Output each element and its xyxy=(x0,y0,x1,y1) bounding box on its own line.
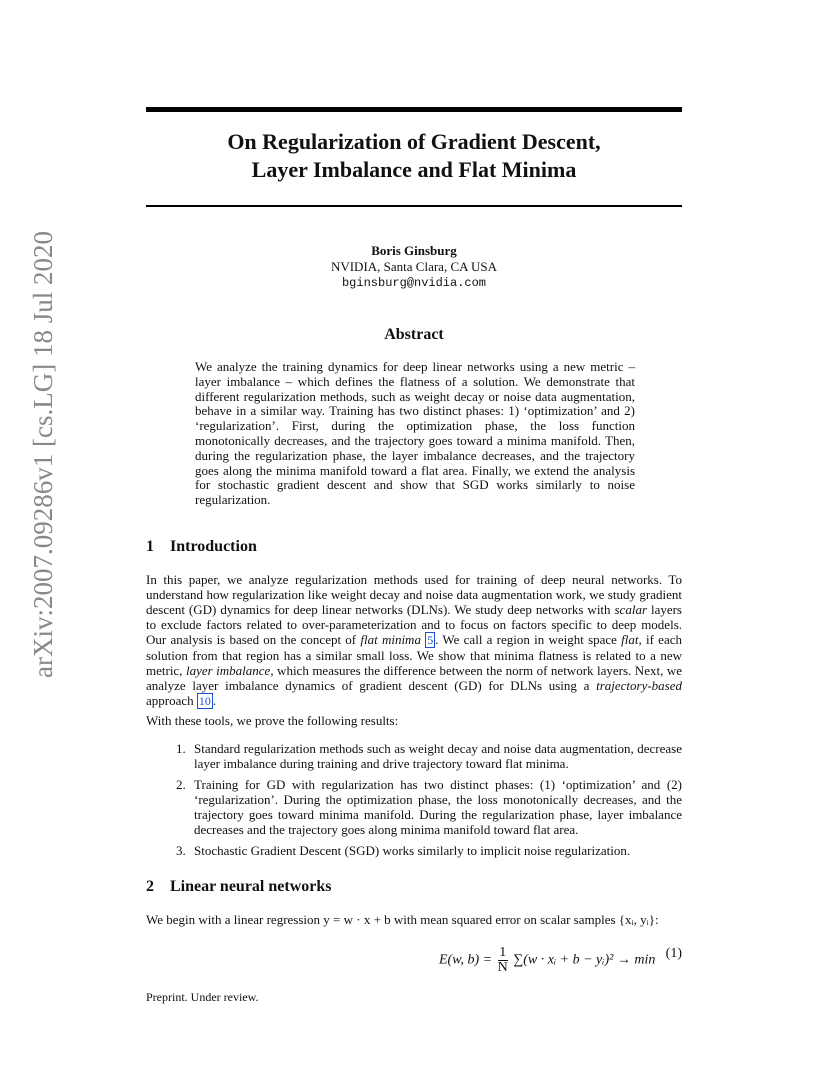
section-2-heading xyxy=(146,878,331,896)
list-item-number: 1. xyxy=(176,741,186,756)
author-email: bginsburg@nvidia.com xyxy=(341,276,487,290)
list-item xyxy=(176,843,682,858)
intro-paragraph-2: With these tools, we prove the following results: xyxy=(146,713,399,728)
text-run: . xyxy=(212,693,217,708)
title-bottom-rule xyxy=(146,205,682,207)
author-name: Boris Ginsburg xyxy=(371,243,457,258)
title-line-1: On Regularization of Gradient Descent, xyxy=(227,129,601,154)
list-item-text: Standard regularization methods such as weight decay and noise data augmentation, decrease layer imbalance during training and drive trajectory toward flat minima. xyxy=(194,741,682,771)
emph-layer-imbalance: layer imbalance xyxy=(185,663,271,678)
list-item-text: Stochastic Gradient Descent (SGD) works similarly to implicit noise regularization. xyxy=(194,843,631,858)
text-run: , which measures the difference between the norm of network layers. Next, we analyze layer imbalance dynamics of gradient descent (GD) for DLNs using a xyxy=(146,663,682,693)
list-item-number: 2. xyxy=(176,777,186,792)
fraction-numerator: 1 xyxy=(499,945,507,960)
equation-number: (1) xyxy=(665,946,682,961)
section-1-title: Introduction xyxy=(170,538,257,555)
citation-link-5[interactable]: 5 xyxy=(427,633,434,647)
text-run: In this paper, we analyze regularization methods used for training of deep neural networks. To understand how regularization like weight decay and noise data augmentation work, we study gradient descent (GD) dynamics for deep linear networks (DLNs). We study deep networks with xyxy=(146,572,682,617)
text-run: . We call a region in weight space xyxy=(435,632,622,647)
equation-fraction xyxy=(498,946,508,975)
text-run: layers to exclude factors related to over-parameterization and to focus on factors specific to deep models. Our analysis is based on the concept of xyxy=(146,602,682,647)
list-item-number: 3. xyxy=(176,843,186,858)
title-line-2: Layer Imbalance and Flat Minima xyxy=(251,157,577,182)
list-item xyxy=(176,741,682,771)
equation-1 xyxy=(146,938,682,974)
section-1-number: 1 xyxy=(146,538,154,555)
emph-flat-minima: flat minima xyxy=(360,632,421,647)
author-affiliation: NVIDIA, Santa Clara, CA USA xyxy=(330,259,498,274)
abstract-heading: Abstract xyxy=(384,326,444,343)
citation-link-10[interactable]: 10 xyxy=(198,694,211,708)
title-top-rule xyxy=(146,107,682,112)
intro-paragraph-1 xyxy=(146,572,682,709)
page-footer: Preprint. Under review. xyxy=(146,990,259,1004)
section-1-heading xyxy=(146,538,257,556)
arxiv-sidebar xyxy=(18,231,58,678)
equation-rhs: ∑(w · xᵢ + b − yᵢ)² → min xyxy=(513,952,656,968)
emph-trajectory-based: trajectory-based xyxy=(596,678,682,693)
abstract-text: We analyze the training dynamics for deep linear networks using a new metric – layer imbalance – which defines the flatness of a solution. We demonstrate that different regularization methods, such as weight decay or noise data augmentation, behave in a similar way. Training has two distinct phases: 1) ‘optimization’ and 2) ‘regularization’. First, during the optimization phase, the loss function monotonically decreases, and the trajectory goes toward a minima manifold. Then, during the regularization phase, the layer imbalance decreases, and the trajectory goes along the minima manifold toward a flat area. Finally, we extend the analysis for stochastic gradient descent and show that SGD works similarly to noise regularization. xyxy=(195,359,635,508)
author-block xyxy=(146,243,682,291)
section-2-number: 2 xyxy=(146,878,154,895)
text-run: , if each solution from that region has a similar small loss. We show that minima flatness is related to a new metric, xyxy=(146,632,682,678)
equation-body xyxy=(439,946,655,975)
section-2-title: Linear neural networks xyxy=(170,878,332,895)
emph-scalar: scalar xyxy=(614,602,647,617)
section-2-intro: We begin with a linear regression y = w · x + b with mean squared error on scalar samples {xᵢ, yᵢ}: xyxy=(146,912,659,927)
text-run: approach xyxy=(146,693,197,708)
paper-title xyxy=(146,128,682,184)
fraction-denominator: N xyxy=(497,960,508,975)
emph-flat: flat xyxy=(621,632,639,647)
arxiv-identifier: arXiv:2007.09286v1 [cs.LG] 18 Jul 2020 xyxy=(28,231,58,678)
results-list xyxy=(176,741,682,864)
list-item-text: Training for GD with regularization has two distinct phases: (1) ‘optimization’ and (2) ‘regularization’. During the optimization phase, the loss monotonically decreases, and the trajectory goes toward minima manifold. During the regularization phase, layer imbalance decreases and the trajectory goes along minima manifold toward flat area. xyxy=(194,777,682,837)
list-item xyxy=(176,777,682,837)
equation-lhs: E(w, b) = xyxy=(439,952,493,968)
